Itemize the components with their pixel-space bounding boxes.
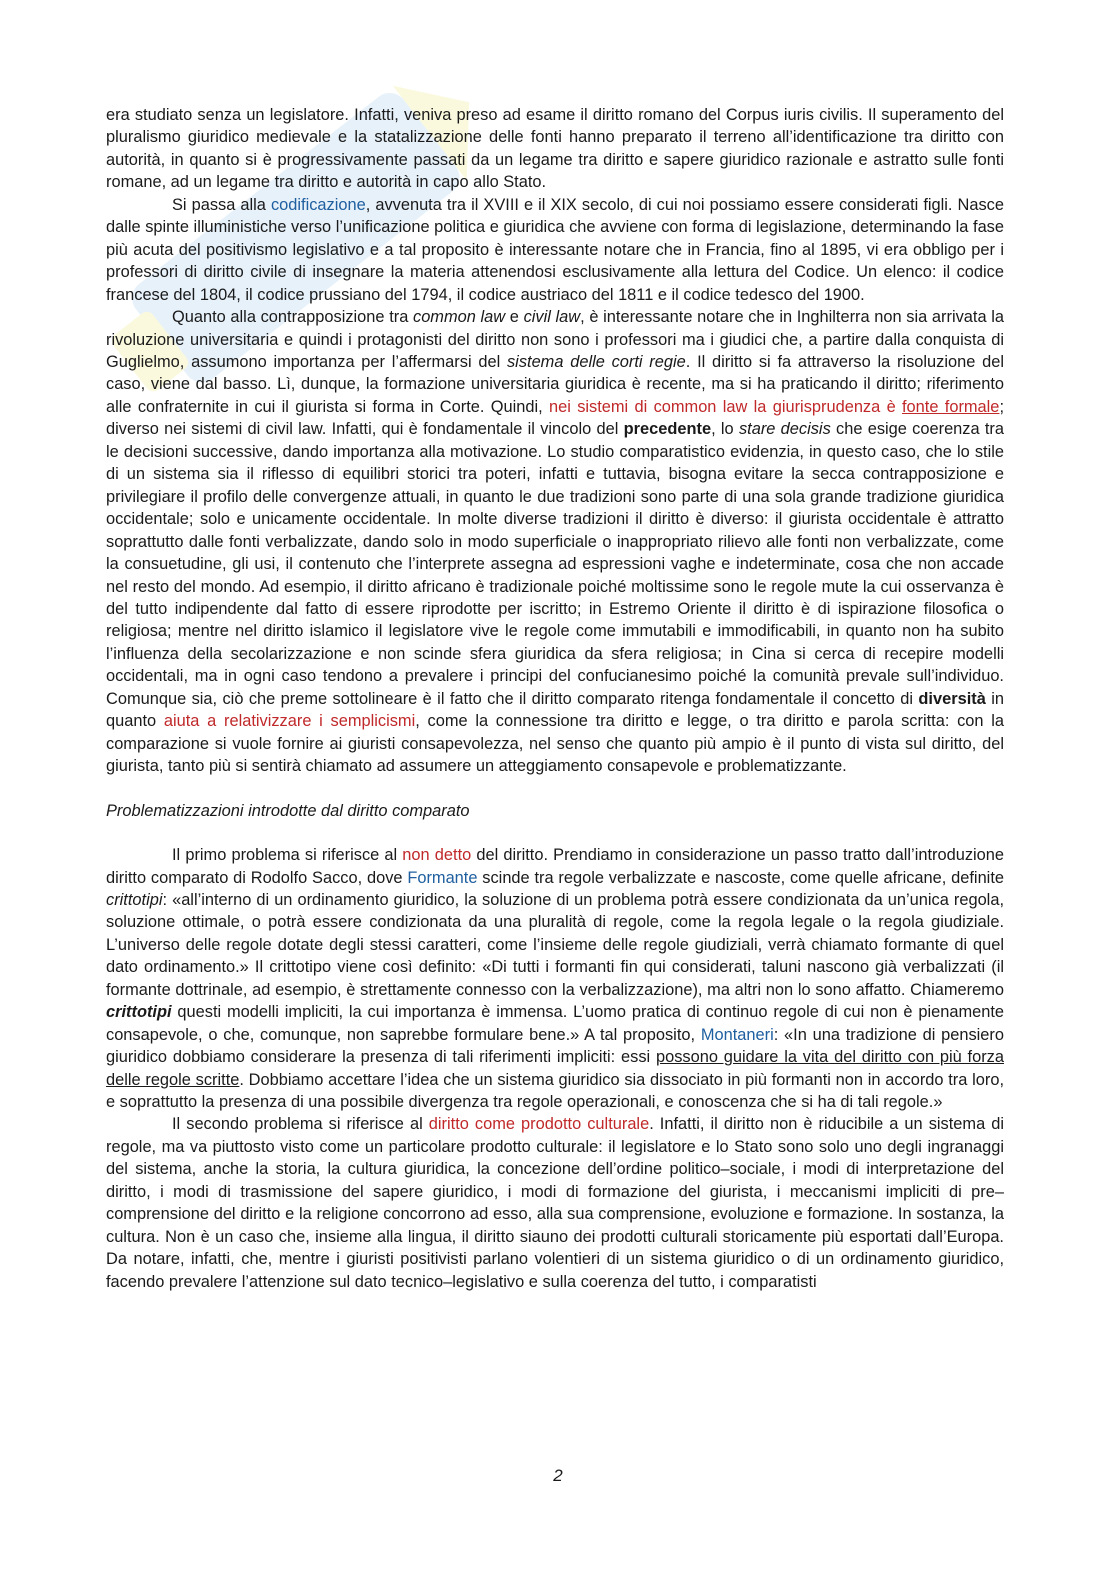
highlight-common-law: nei sistemi di common law la giurisprudenza è xyxy=(549,397,902,416)
highlight-fonte-formale: fonte formale xyxy=(902,397,1000,416)
underlined-quote: possono guidare la vita del diritto con più forza delle regole scritte xyxy=(106,1048,1004,1089)
section-heading: Problematizzazioni introdotte dal diritto comparato xyxy=(106,801,470,820)
highlight-prodotto-culturale: diritto come prodotto culturale xyxy=(428,1115,650,1134)
paragraph-3: Quanto alla contrapposizione tra common law e civil law, è interessante notare che in Inghilterra non sia arrivata la rivoluzione universitaria e quindi i protagonisti del diritto non sono i professori ma i giudici che, a partire dalla conquista di Guglielmo, assumono importanza per l’affermarsi del sistema delle corti regie. Il diritto si fa attraverso la risoluzione del caso, viene dal basso. Lì, dunque, la formazione universitaria giuridica è recente, ma si ha praticando il diritto; riferimento alle confraternite in cui il giurista si forma in Corte. Quindi, nei sistemi di common law la giurisprudenza è fonte formale; diverso nei sistemi di civil law. Infatti, qui è fondamentale il vincolo del precedente, lo stare decisis che esige coerenza tra le decisioni successive, dando importanza alla motivazione. Lo studio comparatistico evidenzia, in questo caso, che lo stile di un sistema sia il riflesso di equilibri storici tra poteri, infatti e tuttavia, bisogna evitare la secca contrapposizione e privilegiare il profilo delle convergenze attuali, in quanto le due tradizioni sono parte di una sola grande tradizione giuridica occidentale; solo e unicamente occidentale. In molte diverse tradizioni il diritto è diverso: il giurista occidentale è attratto soprattutto dalle fonti verbalizzate, dando solo in modo superficiale o inappropriato rilievo alle fonti non verbalizzate, come la consuetudine, gli usi, il contenuto che l’interprete assegna ad espressioni vaghe e indeterminate, cosa che non accade nel resto del mondo. Ad esempio, il diritto africano è tradizionale poiché moltissime sono le regole mute la cui osservanza è del tutto indipendente dal fatto di essere riprodotte per iscritto; in Estremo Oriente il diritto è di ispirazione filosofica o religiosa; mentre nel diritto islamico il legislatore vive le regole come immutabili e immodificabili, in quanto non ha subito l’influenza della secolarizzazione e non scinde sfera giuridica da sfera religiosa; in Cina si cerca di recepire modelli occidentali, ma in ogni caso tendono a prevalere i principi del confucianesimo poiché la comunità prevale sull’individuo. Comunque sia, ciò che preme sottolineare è il fatto che il diritto comparato ritenga fondamentale il concetto di diversità in quanto aiuta a relativizzare i semplicismi, come la connessione tra diritto e legge, o tra diritto e parola scritta: con la comparazione si vuole fornire ai giuristi consapevolezza, nel senso che quanto più ampio è il punto di vista sul diritto, del giurista, tanto più si sentirà chiamato ad assumere un atteggiamento consapevole e problematizzante. xyxy=(106,308,1005,776)
paragraph-5: Il secondo problema si riferisce al diritto come prodotto culturale. Infatti, il diritto non è riducibile a un sistema di regole, ma va piuttosto visto come un particolare prodotto culturale: il legislatore e lo Stato sono solo uno degli ingranaggi del sistema, anche la storia, la cultura giuridica, la concezione dell’ordine politico–sociale, i modi di interpretazione del diritto, i modi di trasmissione del sapere giuridico, i modi di formazione del giurista, i meccanismi impliciti di pre–comprensione del diritto e la religione concorrono ad esso, alla sua comprensione, evoluzione e formazione. In sostanza, la cultura. Non è un caso che, insieme alla lingua, il diritto siauno dei prodotti culturali storicamente più esportati dall’Europa. Da notare, infatti, che, mentre i giuristi positivisti parlano volentieri di un sistema giuridico o di un ordinamento giuridico, facendo prevalere l’attenzione sul dato tecnico–legislativo e sulla coerenza del tutto, i comparatisti xyxy=(106,1115,1004,1291)
paragraph-1: era studiato senza un legislatore. Infatti, veniva preso ad esame il diritto romano del Corpus iuris civilis. Il superamento del pluralismo giuridico medievale e la statalizzazione delle fonti hanno preparato il terreno all’identificazione tra diritto con autorità, in quanto si è progressivamente passati da un legame tra diritto e sapere giuridico razionale e astratto sulle fonti romane, ad un legame tra diritto e autorità in capo allo Stato. xyxy=(106,106,1004,192)
highlight-non-detto: non detto xyxy=(402,846,472,865)
paragraph-2: Si passa alla codificazione, avvenuta tra il XVIII e il XIX secolo, di cui noi possiamo essere considerati figli. Nasce dalle spinte illuministiche verso l’unificazione politica e giuridica che avviene con forma di legislazione, determinando la fase più acuta del positivismo legislativo e a tal proposito è interessante notare che in Francia, fino al 1895, vi era obbligo per i professori di diritto civile di insegnare la materia attenendosi esclusivamente alla lettura del Codice. Un elenco: il codice francese del 1804, il codice prussiano del 1794, il codice austriaco del 1811 e il codice tedesco del 1900. xyxy=(106,195,1004,304)
highlight-montaneri: Montaneri xyxy=(700,1025,774,1044)
page-number: 2 xyxy=(553,1466,563,1485)
paragraph-4: Il primo problema si riferisce al non detto del diritto. Prendiamo in considerazione un passo tratto dall’introduzione diritto comparato di Rodolfo Sacco, dove Formante scinde tra regole verbalizzate e nascoste, come quelle africane, definite crittotipi: «all’interno di un ordinamento giuridico, la soluzione di un problema potrà essere condizionata da un’unica regola, soluzione ottimale, o potrà essere condizionata da una pluralità di regole, come la regola legale o la regola giudiziale. L’universo delle regole dotate degli stessi caratteri, come l’insieme delle regole giudiziali, verrà chiamato formante di quel dato ordinamento.» Il crittotipo viene così definito: «Di tutti i formanti fin qui considerati, taluni nascono già verbalizzati (il formante dottrinale, ad esempio, è strettamente connesso con la verbalizzazione), ma altri non lo sono affatto. Chiameremo crittotipi questi modelli impliciti, la cui importanza è immensa. L’uomo pratica di continuo regole di cui non è pienamente consapevole, o che, comunque, non saprebbe formulare bene.» A tal proposito, Montaneri: «In una tradizione di pensiero giuridico dobbiamo considerare la presenza di tali riferimenti impliciti: essi possono guidare la vita del diritto con più forza delle regole scritte. Dobbiamo accettare l’idea che un sistema giuridico sia dissociato in più formanti non in accordo tra loro, e soprattutto la presenza di una possibile divergenza tra regole operazionali, e conoscenza che si ha di tali regole.» xyxy=(106,846,1004,1112)
document-body xyxy=(106,104,1004,1293)
highlight-codificazione: codificazione xyxy=(270,195,366,214)
highlight-formante: Formante xyxy=(407,868,478,887)
highlight-relativizzare: aiuta a relativizzare i semplicismi xyxy=(163,712,416,731)
